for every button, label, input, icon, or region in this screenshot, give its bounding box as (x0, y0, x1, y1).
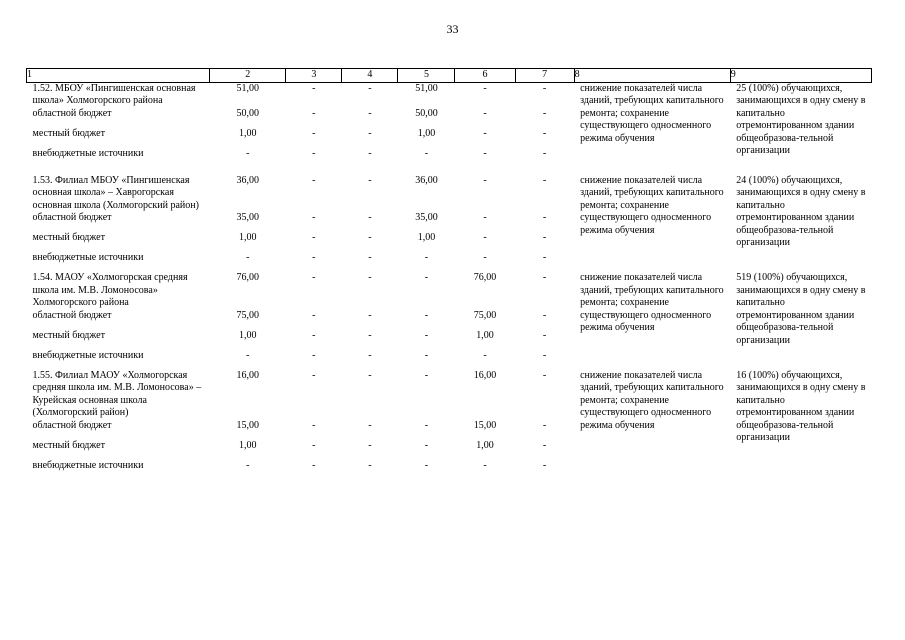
funding-source: областной бюджет (32, 107, 112, 119)
column-header: 3 (286, 69, 342, 83)
column-header: 6 (455, 69, 515, 83)
funding-source: областной бюджет (32, 309, 112, 321)
column-header: 7 (515, 69, 574, 83)
value-cell: - (483, 232, 487, 243)
program-block (27, 370, 872, 480)
value-cell: - (542, 174, 547, 186)
value-cell: - (368, 309, 372, 321)
value-cell: - (542, 232, 547, 243)
column-header: 9 (730, 69, 871, 83)
value-cell: 51,00 (415, 82, 438, 94)
program-table (26, 68, 872, 480)
value-cell: 50,00 (415, 107, 438, 119)
value-cell: - (312, 349, 316, 361)
column-number-row (27, 69, 872, 83)
object-title: 1.54. МАОУ «Холмогорская средняя школа им. М.В. Ломоносова» Холмогорского района (32, 272, 188, 308)
funding-source: местный бюджет (32, 439, 105, 451)
value-cell: - (368, 232, 372, 243)
value-cell: - (483, 459, 487, 471)
value-cell: - (483, 252, 487, 263)
result-indicator: 519 (100%) обучающихся, занимающихся в одну смену в капитально отремонтированном здании общеобразова-тельной организации (736, 272, 866, 346)
funding-source: внебюджетные источники (32, 147, 144, 159)
value-cell: - (542, 147, 547, 159)
value-cell: 76,00 (473, 272, 497, 283)
column-header: 5 (398, 69, 455, 83)
table-row (27, 168, 872, 213)
value-cell: - (312, 272, 316, 283)
value-cell: - (483, 349, 487, 361)
value-cell: - (246, 459, 250, 471)
value-cell: 1,00 (238, 127, 257, 139)
value-cell: - (368, 107, 372, 119)
table-row (27, 370, 872, 420)
value-cell: 1,00 (417, 127, 436, 139)
value-cell: - (483, 212, 487, 223)
value-cell: - (542, 369, 547, 381)
expected-effect: снижение показателей числа зданий, требующих капитального ремонта; сохранение существующего односменного режима обучения (580, 174, 724, 236)
value-cell: 35,00 (415, 212, 438, 223)
object-title: 1.52. МБОУ «Пингишенская основная школа» Холмогорского района (32, 82, 196, 106)
value-cell: - (542, 459, 547, 471)
value-cell: - (424, 272, 429, 283)
value-cell: 50,00 (236, 107, 259, 119)
value-cell: - (542, 419, 547, 431)
value-cell: - (246, 252, 250, 263)
result-indicator: 25 (100%) обучающихся, занимающихся в одну смену в капитально отремонтированном здании общеобразова-тельной организации (736, 82, 866, 156)
program-block (27, 272, 872, 370)
value-cell: - (312, 82, 316, 94)
value-cell: - (246, 147, 250, 159)
column-header: 8 (574, 69, 730, 83)
value-cell: 76,00 (236, 272, 259, 283)
value-cell: 15,00 (236, 419, 259, 431)
value-cell: 1,00 (476, 329, 494, 341)
value-cell: - (483, 82, 487, 94)
value-cell: - (542, 309, 547, 321)
value-cell: - (368, 329, 372, 341)
funding-source: внебюджетные источники (32, 349, 144, 361)
value-cell: - (542, 329, 547, 341)
program-block (27, 168, 872, 273)
funding-source: внебюджетные источники (32, 459, 144, 471)
value-cell: 1,00 (238, 329, 257, 341)
value-cell: - (368, 459, 372, 471)
result-indicator: 24 (100%) обучающихся, занимающихся в одну смену в капитально отремонтированном здании общеобразова-тельной организации (736, 174, 866, 248)
value-cell: 36,00 (236, 174, 259, 186)
value-cell: - (368, 147, 372, 159)
value-cell: - (312, 369, 316, 381)
value-cell: 1,00 (238, 232, 257, 243)
value-cell: - (312, 107, 316, 119)
value-cell: - (312, 232, 316, 243)
value-cell: - (424, 147, 429, 159)
value-cell: - (312, 309, 316, 321)
result-indicator: 16 (100%) обучающихся, занимающихся в одну смену в капитально отремонтированном здании общеобразова-тельной организации (736, 369, 866, 443)
value-cell: - (542, 439, 547, 451)
value-cell: - (312, 439, 316, 451)
funding-source: внебюджетные источники (32, 252, 144, 263)
value-cell: - (368, 349, 372, 361)
value-cell: 16,00 (236, 369, 259, 381)
value-cell: - (483, 107, 487, 119)
value-cell: - (542, 212, 547, 223)
value-cell: - (542, 272, 547, 283)
value-cell: - (542, 127, 547, 139)
funding-source: областной бюджет (32, 212, 112, 223)
program-block (27, 82, 872, 168)
value-cell: - (312, 252, 316, 263)
value-cell: 75,00 (473, 309, 497, 321)
value-cell: - (312, 329, 316, 341)
value-cell: - (368, 272, 372, 283)
value-cell: - (312, 147, 316, 159)
value-cell: - (424, 439, 429, 451)
funding-source: местный бюджет (32, 232, 105, 243)
value-cell: 35,00 (236, 212, 259, 223)
value-cell: - (542, 252, 547, 263)
value-cell: - (368, 419, 372, 431)
column-header: 2 (210, 69, 286, 83)
value-cell: - (483, 127, 487, 139)
expected-effect: снижение показателей числа зданий, требующих капитального ремонта; сохранение существующего односменного режима обучения (580, 272, 724, 333)
value-cell: - (368, 212, 372, 223)
value-cell: 15,00 (473, 419, 497, 431)
object-title: 1.53. Филиал МБОУ «Пингишенская основная школа» – Хаврогорская основная школа (Холмогорский район) (32, 174, 199, 211)
value-cell: - (312, 174, 316, 186)
value-cell: - (542, 82, 547, 94)
expected-effect: снижение показателей числа зданий, требующих капитального ремонта; сохранение существующего односменного режима обучения (580, 82, 724, 144)
value-cell: - (246, 349, 250, 361)
value-cell: 1,00 (417, 232, 436, 243)
value-cell: - (312, 212, 316, 223)
table-row (27, 272, 872, 310)
value-cell: 36,00 (415, 174, 438, 186)
value-cell: - (424, 459, 429, 471)
value-cell: - (424, 419, 429, 431)
value-cell: - (368, 439, 372, 451)
value-cell: 51,00 (236, 82, 259, 94)
value-cell: 75,00 (236, 309, 259, 321)
value-cell: - (312, 127, 316, 139)
page-number: 33 (446, 22, 459, 36)
object-title: 1.55. Филиал МАОУ «Холмогорская средняя школа им. М.В. Ломоносова» – Курейская основная школа (Холмогорский район) (32, 369, 202, 418)
column-header: 4 (342, 69, 398, 83)
table-row (27, 82, 872, 108)
column-header: 1 (27, 69, 210, 83)
value-cell: 16,00 (473, 369, 497, 381)
value-cell: - (424, 252, 429, 263)
value-cell: - (368, 252, 372, 263)
value-cell: 1,00 (238, 439, 257, 451)
value-cell: - (368, 369, 372, 381)
value-cell: - (368, 174, 372, 186)
expected-effect: снижение показателей числа зданий, требующих капитального ремонта; сохранение существующего односменного режима обучения (580, 369, 724, 431)
funding-source: местный бюджет (32, 127, 105, 139)
value-cell: 1,00 (476, 439, 494, 451)
value-cell: - (312, 459, 316, 471)
value-cell: - (312, 419, 316, 431)
value-cell: - (424, 309, 429, 321)
value-cell: - (424, 349, 429, 361)
value-cell: - (542, 107, 547, 119)
value-cell: - (483, 174, 487, 186)
value-cell: - (368, 82, 372, 94)
value-cell: - (424, 329, 429, 341)
value-cell: - (368, 127, 372, 139)
funding-source: местный бюджет (32, 329, 105, 341)
value-cell: - (483, 147, 487, 159)
funding-source: областной бюджет (32, 419, 112, 431)
value-cell: - (424, 369, 429, 381)
value-cell: - (542, 349, 547, 361)
